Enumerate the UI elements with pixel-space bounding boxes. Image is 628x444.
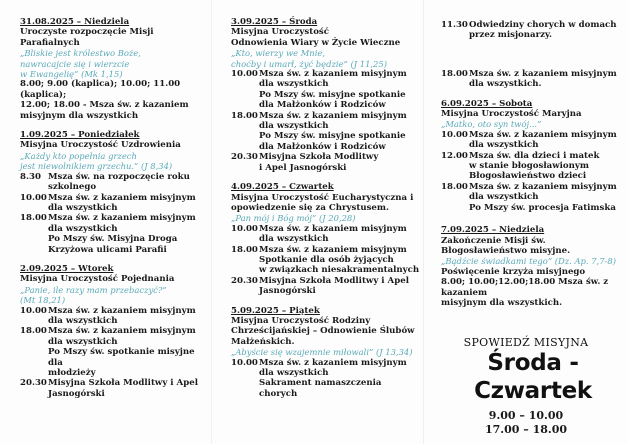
schedule-text: Poświęcenie krzyża misyjnego bbox=[441, 266, 586, 277]
day-date: 2.09.2025 – Wtorek bbox=[20, 263, 114, 274]
scripture-quote: „Pan mój i Bóg mój” (J 20,28) bbox=[231, 213, 356, 224]
description-line: dla wszystkich bbox=[469, 192, 539, 203]
description-line: Msza św. z kazaniem misyjnym bbox=[259, 244, 407, 255]
confession-heading: SPOWIEDŹ MISYJNA bbox=[463, 336, 589, 349]
description-line: Sakrament namaszczenia chorych bbox=[259, 378, 382, 399]
description-line: Msza św. dla dzieci i matek bbox=[469, 150, 600, 161]
day-date: 6.09.2025 – Sobota bbox=[441, 98, 533, 109]
schedule-row bbox=[231, 224, 422, 245]
schedule-time: 10.00 bbox=[231, 357, 258, 368]
description-line: przez misjonarzy. bbox=[469, 30, 553, 41]
description-line: Po Mszy św. procesja Fatimska bbox=[469, 202, 616, 213]
day-section bbox=[441, 99, 628, 213]
day-title: Błogosławieństwo misyjne. bbox=[441, 245, 571, 256]
schedule-text: 8.00; 10.00;12.00;18.00 Msza św. z kazaniem bbox=[441, 277, 609, 298]
description-line: Misyjna Szkoła Modlitwy i Apel bbox=[259, 275, 409, 286]
description-line: Msza św. z kazaniem misyjnym bbox=[469, 68, 617, 79]
schedule-time: 18.00 bbox=[441, 68, 468, 79]
description-line: dla wszystkich bbox=[48, 223, 118, 234]
description-line: dla wszystkich bbox=[48, 315, 118, 326]
scripture-quote: (Mt 18,21) bbox=[20, 295, 66, 306]
scripture-quote: choćby i umarł, żyć będzie” (J 11,25) bbox=[231, 58, 387, 69]
description-line: dla wszystkich bbox=[259, 368, 329, 378]
day-date: 1.09.2025 – Poniedziałek bbox=[20, 130, 140, 141]
schedule-time: 10.00 bbox=[231, 223, 258, 234]
description-line: Krzyżowa ulicami Parafii bbox=[48, 244, 167, 255]
description-line: dla wszystkich bbox=[48, 336, 118, 347]
day-section bbox=[231, 306, 422, 400]
schedule-row bbox=[20, 172, 210, 193]
schedule-row bbox=[441, 182, 628, 213]
day-section bbox=[231, 17, 422, 173]
schedule-description bbox=[48, 378, 210, 399]
description-line: dla wszystkich bbox=[259, 121, 329, 132]
scripture-quote: „Każdy kto popełnia grzech bbox=[20, 150, 137, 161]
description-line: Msza św. na rozpoczęcie roku bbox=[48, 171, 190, 182]
schedule-description bbox=[259, 69, 422, 111]
schedule-description bbox=[469, 130, 628, 151]
schedule-description bbox=[469, 182, 628, 213]
day-title: Misyjna Uroczystość Maryjna bbox=[441, 109, 582, 120]
schedule-time: 20.30 bbox=[20, 378, 47, 389]
description-line: w stanie błogosławionym bbox=[469, 161, 589, 172]
description-line: dla wszystkich bbox=[469, 140, 539, 151]
description-line: młodzieży bbox=[48, 368, 96, 378]
description-line: Błogosławieństwo dzieci bbox=[469, 171, 587, 182]
description-line: Msza św. z kazaniem misyjnym bbox=[48, 305, 196, 316]
confession-time: 17.00 – 18.00 bbox=[484, 423, 568, 436]
description-line: Msza św. z kazaniem misyjnym bbox=[259, 69, 407, 80]
description-line: Msza św. z kazaniem misyjnym bbox=[259, 357, 407, 368]
schedule-time: 10.00 bbox=[20, 192, 47, 203]
description-line: dla wszystkich bbox=[259, 234, 329, 245]
description-line: Po Mszy św. misyjne spotkanie bbox=[259, 131, 406, 142]
confession-time: 9.00 – 10.00 bbox=[488, 409, 564, 422]
scripture-quote: „Bądźcie świadkami tego” (Dz. Ap. 7,7-8) bbox=[441, 256, 616, 267]
description-line: Msza św. z kazaniem misyjnym bbox=[259, 223, 407, 234]
description-line: szkolnego bbox=[48, 182, 97, 193]
schedule-row bbox=[231, 111, 422, 153]
description-line: dla wszystkich bbox=[259, 79, 329, 90]
description-line: dla Małżonków i Rodziców bbox=[259, 141, 386, 152]
day-section bbox=[231, 182, 422, 296]
day-title: opowiedzenie się za Chrystusem. bbox=[231, 202, 389, 213]
schedule-text: misyjnym dla wszystkich. bbox=[441, 297, 563, 308]
day-section bbox=[441, 20, 628, 41]
scripture-quote: „Matko, oto syn twój...” bbox=[441, 119, 542, 130]
scripture-quote: „Kto, wierzy we Mnie, bbox=[231, 48, 325, 59]
day-title: Małżeńskich. bbox=[231, 336, 295, 347]
schedule-time: 18.00 bbox=[441, 181, 468, 192]
schedule-description bbox=[259, 358, 422, 400]
description-line: Msza św. z kazaniem misyjnym bbox=[48, 213, 196, 224]
scripture-quote: „Abyście się wzajemnie miłowali” (J 13,34) bbox=[231, 347, 413, 358]
schedule-description bbox=[259, 224, 422, 245]
confession-box bbox=[424, 336, 628, 437]
schedule-description bbox=[48, 172, 210, 193]
schedule-description bbox=[48, 213, 210, 255]
schedule-description bbox=[259, 245, 422, 276]
description-line: Msza św. z kazaniem misyjnym bbox=[469, 129, 617, 140]
schedule-description bbox=[48, 306, 210, 327]
description-line: Msza św. z kazaniem misyjnym bbox=[469, 181, 617, 192]
day-title: Odnowienia Wiary w Życie Wieczne bbox=[231, 37, 401, 48]
day-title: Misyjna Uroczystość Uzdrowienia bbox=[20, 140, 181, 151]
description-line: dla wszystkich. bbox=[469, 79, 542, 90]
description-line: Misyjna Szkoła Modlitwy bbox=[259, 152, 379, 163]
schedule-row bbox=[231, 245, 422, 276]
schedule-description bbox=[48, 193, 210, 214]
day-section bbox=[441, 225, 628, 308]
day-date: 4.09.2025 – Czwartek bbox=[231, 182, 334, 193]
day-date: 7.09.2025 – Niedziela bbox=[441, 225, 545, 236]
description-line: Msza św. z kazaniem misyjnym bbox=[48, 192, 196, 203]
description-line: i Apel Jasnogórski bbox=[259, 162, 347, 173]
day-title: Misyjna Uroczystość Pojednania bbox=[20, 274, 175, 285]
description-line: Msza św. z kazaniem misyjnym bbox=[48, 326, 196, 337]
description-line: w związkach niesakramentalnych bbox=[259, 265, 420, 276]
schedule-time: 11.30 bbox=[441, 20, 468, 30]
schedule-time: 10.00 bbox=[441, 129, 468, 140]
column-2 bbox=[212, 0, 422, 444]
schedule-row bbox=[441, 151, 628, 182]
day-title: Misyjna Uroczystość Eucharystyczna i bbox=[231, 192, 414, 203]
day-title: Misyjna Uroczystość bbox=[231, 27, 329, 38]
day-section bbox=[20, 264, 210, 399]
schedule-time: 10.00 bbox=[20, 305, 47, 316]
scripture-quote: jest niewolnikiem grzechu.” (J 8,34) bbox=[20, 161, 173, 172]
day-date: 5.09.2025 – Piątek bbox=[231, 305, 320, 316]
schedule-row bbox=[441, 20, 628, 41]
day-section bbox=[20, 130, 210, 255]
day-section bbox=[441, 69, 628, 90]
schedule-time: 18.00 bbox=[231, 244, 258, 255]
description-line: dla wszystkich bbox=[48, 202, 118, 213]
day-title: Chrześcijańskiej – Odnowienie Ślubów bbox=[231, 326, 415, 337]
description-line: Msza św. z kazaniem misyjnym bbox=[259, 110, 407, 121]
scripture-quote: „Panie, ile razy mam przebaczyć?” bbox=[20, 284, 167, 295]
schedule-text: misyjnym dla wszystkich bbox=[20, 110, 139, 121]
schedule-description bbox=[259, 276, 422, 297]
day-title: Uroczyste rozpoczęcie Misji Parafialnych bbox=[20, 27, 154, 48]
description-line: Po Mszy św. Misyjna Droga bbox=[48, 234, 178, 245]
column-1 bbox=[0, 0, 210, 444]
schedule-time: 18.00 bbox=[20, 213, 47, 224]
schedule-time: 20.30 bbox=[231, 275, 258, 286]
schedule-row bbox=[231, 69, 422, 111]
day-section bbox=[20, 17, 210, 121]
description-line: Jasnogórski bbox=[259, 286, 316, 297]
schedule-row bbox=[20, 213, 210, 255]
schedule-time: 12.00 bbox=[441, 150, 468, 161]
description-line: Spotkanie dla osób żyjących bbox=[259, 254, 394, 265]
schedule-time: 18.00 bbox=[231, 110, 258, 121]
schedule-row bbox=[20, 326, 210, 378]
schedule-row bbox=[20, 306, 210, 327]
description-line: Po Mszy św. misyjne spotkanie bbox=[259, 89, 406, 100]
schedule-description bbox=[259, 111, 422, 153]
schedule-description bbox=[469, 20, 628, 41]
schedule-description bbox=[259, 152, 422, 173]
schedule-row bbox=[20, 378, 210, 399]
confession-days: Środa - Czwartek bbox=[474, 350, 592, 404]
day-date: 31.08.2025 – Niedziela bbox=[20, 17, 130, 27]
schedule-description bbox=[469, 69, 628, 90]
day-title: Zakończenie Misji św. bbox=[441, 235, 546, 246]
schedule-description bbox=[469, 151, 628, 182]
schedule-time: 10.00 bbox=[231, 69, 258, 80]
day-date: 3.09.2025 – Środa bbox=[231, 17, 318, 27]
schedule-time: 18.00 bbox=[20, 326, 47, 337]
schedule-row bbox=[441, 69, 628, 90]
description-line: Misyjna Szkoła Modlitwy i Apel bbox=[48, 378, 198, 389]
schedule-row bbox=[441, 130, 628, 151]
schedule-row bbox=[231, 358, 422, 400]
day-title: Misyjna Uroczystość Rodziny bbox=[231, 315, 371, 326]
description-line: Po Mszy św. spotkanie misyjne dla bbox=[48, 347, 195, 368]
schedule-row bbox=[231, 276, 422, 297]
schedule-row bbox=[231, 152, 422, 173]
schedule-description bbox=[48, 326, 210, 378]
description-line: Odwiedziny chorych w domach bbox=[469, 20, 617, 30]
scripture-quote: nawracajcie się i wierzcie bbox=[20, 58, 130, 69]
description-line: dla Małżonków i Rodziców bbox=[259, 100, 386, 111]
description-line: Jasnogórski bbox=[48, 388, 105, 399]
scripture-quote: w Ewangelię” (Mk 1,15) bbox=[20, 69, 123, 80]
schedule-text: 12.00; 18.00 - Msza św. z kazaniem bbox=[20, 100, 189, 111]
schedule-row bbox=[20, 193, 210, 214]
schedule-time: 8.30 bbox=[20, 171, 41, 182]
scripture-quote: „Bliskie jest królestwo Boże, bbox=[20, 48, 141, 59]
schedule-time: 20.30 bbox=[231, 152, 258, 163]
schedule-text: 8.00; 9.00 (kaplica); 10.00; 11.00 (kaplica); bbox=[20, 79, 181, 100]
